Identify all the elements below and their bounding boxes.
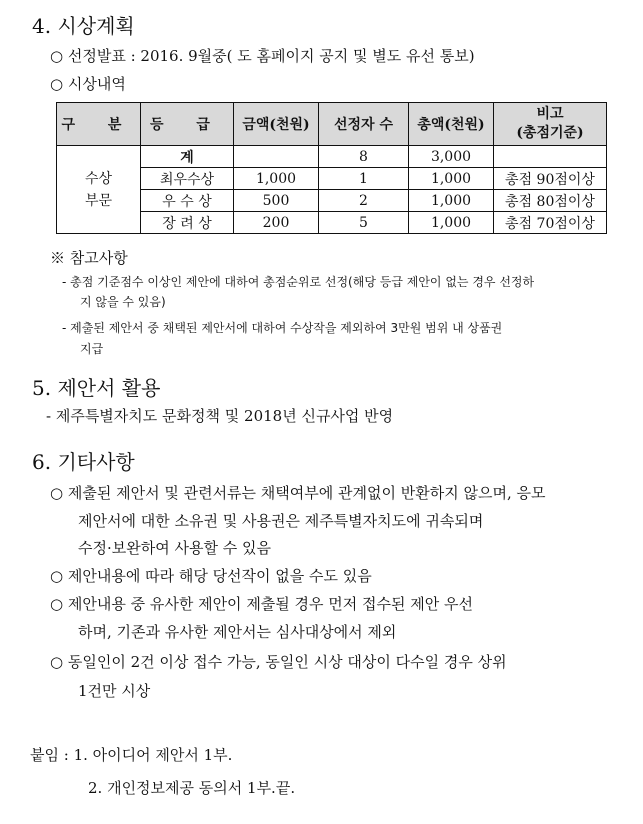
section-5-line: - 제주특별자치도 문화정책 및 2018년 신규사업 반영 (46, 407, 394, 425)
winners-cell: 5 (319, 212, 409, 234)
misc-line: 1건만 시상 (78, 682, 151, 700)
header-total: 총액(천원) (409, 103, 494, 146)
award-details-line: ○ 시상내역 (50, 75, 126, 93)
note-line: 지급 (80, 342, 104, 356)
header-remarks: 비고 (총점기준) (494, 103, 607, 146)
winners-cell: 1 (319, 168, 409, 190)
section-4-title: 4. 시상계획 (32, 14, 135, 38)
misc-line: ○ 제출된 제안서 및 관련서류는 채택여부에 관계없이 반환하지 않으며, 응모 (50, 484, 546, 502)
amount-cell: 500 (234, 190, 319, 212)
announcement-line: ○ 선정발표 : 2016. 9월중( 도 홈페이지 공지 및 별도 유선 통보) (50, 47, 475, 65)
misc-line: 수정·보완하여 사용할 수 있음 (78, 539, 271, 557)
attachment-line: 붙임 : 1. 아이디어 제안서 1부. (30, 746, 233, 764)
total-cell: 1,000 (409, 190, 494, 212)
misc-line: 하며, 기존과 유사한 제안서는 심사대상에서 제외 (78, 623, 397, 641)
header-category: 구 분 (57, 103, 141, 146)
header-grade: 등 급 (141, 103, 234, 146)
misc-line: ○ 동일인이 2건 이상 접수 가능, 동일인 시상 대상이 다수일 경우 상위 (50, 653, 507, 671)
note-line: - 제출된 제안서 중 채택된 제안서에 대하여 수상작을 제외하여 3만원 범위 내 상품권 (62, 321, 503, 335)
note-line: - 총점 기준점수 이상인 제안에 대하여 총점순위로 선정(해당 등급 제안이 없는 경우 선정하 (62, 275, 535, 289)
note-title: ※ 참고사항 (50, 249, 128, 267)
remarks-cell: 총점 80점이상 (494, 190, 607, 212)
total-cell: 1,000 (409, 212, 494, 234)
total-cell: 3,000 (409, 146, 494, 168)
attachment-line: 2. 개인정보제공 동의서 1부.끝. (88, 779, 296, 797)
table-header-row (57, 103, 607, 146)
header-amount: 금액(천원) (234, 103, 319, 146)
section-6-title: 6. 기타사항 (32, 450, 135, 474)
misc-line: ○ 제안내용 중 유사한 제안이 제출될 경우 먼저 접수된 제안 우선 (50, 595, 474, 613)
misc-line: 제안서에 대한 소유권 및 사용권은 제주특별자치도에 귀속되며 (78, 512, 484, 530)
remarks-cell (494, 146, 607, 168)
amount-cell (234, 146, 319, 168)
remarks-cell: 총점 70점이상 (494, 212, 607, 234)
grade-cell: 우 수 상 (141, 190, 234, 212)
note-line: 지 않을 수 있음) (80, 295, 166, 309)
remarks-cell: 총점 90점이상 (494, 168, 607, 190)
table-row (57, 146, 607, 168)
total-cell: 1,000 (409, 168, 494, 190)
winners-cell: 8 (319, 146, 409, 168)
grade-cell: 장 려 상 (141, 212, 234, 234)
misc-line: ○ 제안내용에 따라 해당 당선작이 없을 수도 있음 (50, 567, 372, 585)
amount-cell: 1,000 (234, 168, 319, 190)
category-cell: 수상 부문 (57, 146, 141, 234)
header-winners: 선정자 수 (319, 103, 409, 146)
award-table (56, 102, 607, 234)
grade-cell: 최우수상 (141, 168, 234, 190)
amount-cell: 200 (234, 212, 319, 234)
section-5-title: 5. 제안서 활용 (32, 376, 161, 400)
winners-cell: 2 (319, 190, 409, 212)
grade-cell: 계 (141, 146, 234, 168)
